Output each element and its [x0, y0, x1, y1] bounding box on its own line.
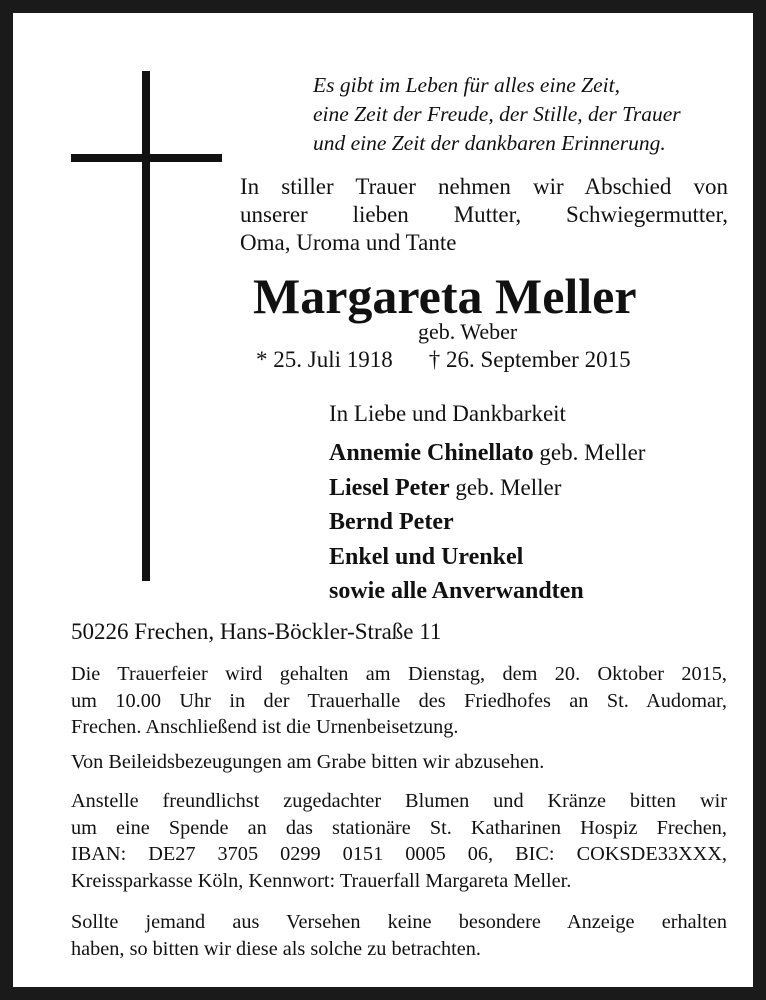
paragraph-line: um 10.00 Uhr in der Trauerhalle des Friedhofes an St. Audomar, [71, 689, 727, 712]
paragraph-line: Sollte jemand aus Versehen keine besondere Anzeige erhalten [71, 911, 727, 933]
thanks-line: In Liebe und Dankbarkeit [329, 401, 566, 426]
mourner-suffix: geb. Meller [533, 440, 646, 465]
paragraph-line: Frechen. Anschließend ist die Urnenbeisetzung. [71, 716, 459, 739]
motto-line: Es gibt im Leben für alles eine Zeit, [313, 73, 620, 97]
motto-line: und eine Zeit der dankbaren Erinnerung. [313, 131, 666, 155]
life-dates [256, 345, 631, 375]
deceased-maiden-name: geb. Weber [418, 319, 518, 344]
intro-line: In stiller Trauer nehmen wir Abschied von [240, 174, 728, 199]
paragraph-line: um eine Spende an das stationäre St. Katharinen Hospiz Frechen, [71, 816, 727, 839]
cross-icon-bar [71, 154, 222, 162]
mourner-entry [329, 574, 645, 609]
cross-icon [142, 71, 150, 581]
motto-verse [313, 71, 733, 158]
motto-line: eine Zeit der Freude, der Stille, der Trauer [313, 102, 681, 126]
intro-line: unserer lieben Mutter, Schwiegermutter, [240, 202, 728, 227]
mourner-suffix: geb. Meller [449, 474, 562, 500]
intro-line: Oma, Uroma und Tante [240, 230, 457, 255]
mourners-list [329, 436, 645, 609]
intro-text [240, 173, 728, 257]
paragraph-line: Die Trauerfeier wird gehalten am Dienstag, dem 20. Oktober 2015, [71, 663, 727, 685]
mourner-entry [329, 505, 645, 540]
mourner-name: Annemie Chinellato [329, 440, 534, 466]
donation-paragraph [71, 788, 727, 894]
birth-date: * 25. Juli 1918 [256, 347, 393, 372]
mourner-entry [329, 436, 645, 471]
paragraph-line: IBAN: DE27 3705 0299 0151 0005 06, BIC: COKSDE33XXX, [71, 843, 727, 866]
funeral-paragraph [71, 661, 727, 741]
paragraph-line: Von Beileidsbezeugungen am Grabe bitten wir abzusehen. [71, 751, 545, 773]
deceased-name: Margareta Meller [253, 268, 637, 324]
mourner-entry [329, 540, 645, 575]
mourner-name: sowie alle Anverwandten [329, 578, 584, 604]
family-address: 50226 Frechen, Hans-Böckler-Straße 11 [71, 619, 442, 644]
mourner-entry [329, 471, 645, 506]
notice-paragraph [71, 909, 727, 962]
mourner-name: Enkel und Urenkel [329, 543, 524, 570]
condolences-paragraph [71, 749, 727, 776]
paragraph-line: Anstelle freundlichst zugedachter Blumen und Kränze bitten wir [71, 790, 727, 812]
mourner-name: Liesel Peter [329, 474, 450, 501]
death-date: † 26. September 2015 [428, 347, 631, 372]
paragraph-line: haben, so bitten wir diese als solche zu betrachten. [71, 937, 481, 960]
paragraph-line: Kreissparkasse Köln, Kennwort: Trauerfall Margareta Meller. [71, 869, 572, 892]
mourner-name: Bernd Peter [329, 509, 454, 535]
